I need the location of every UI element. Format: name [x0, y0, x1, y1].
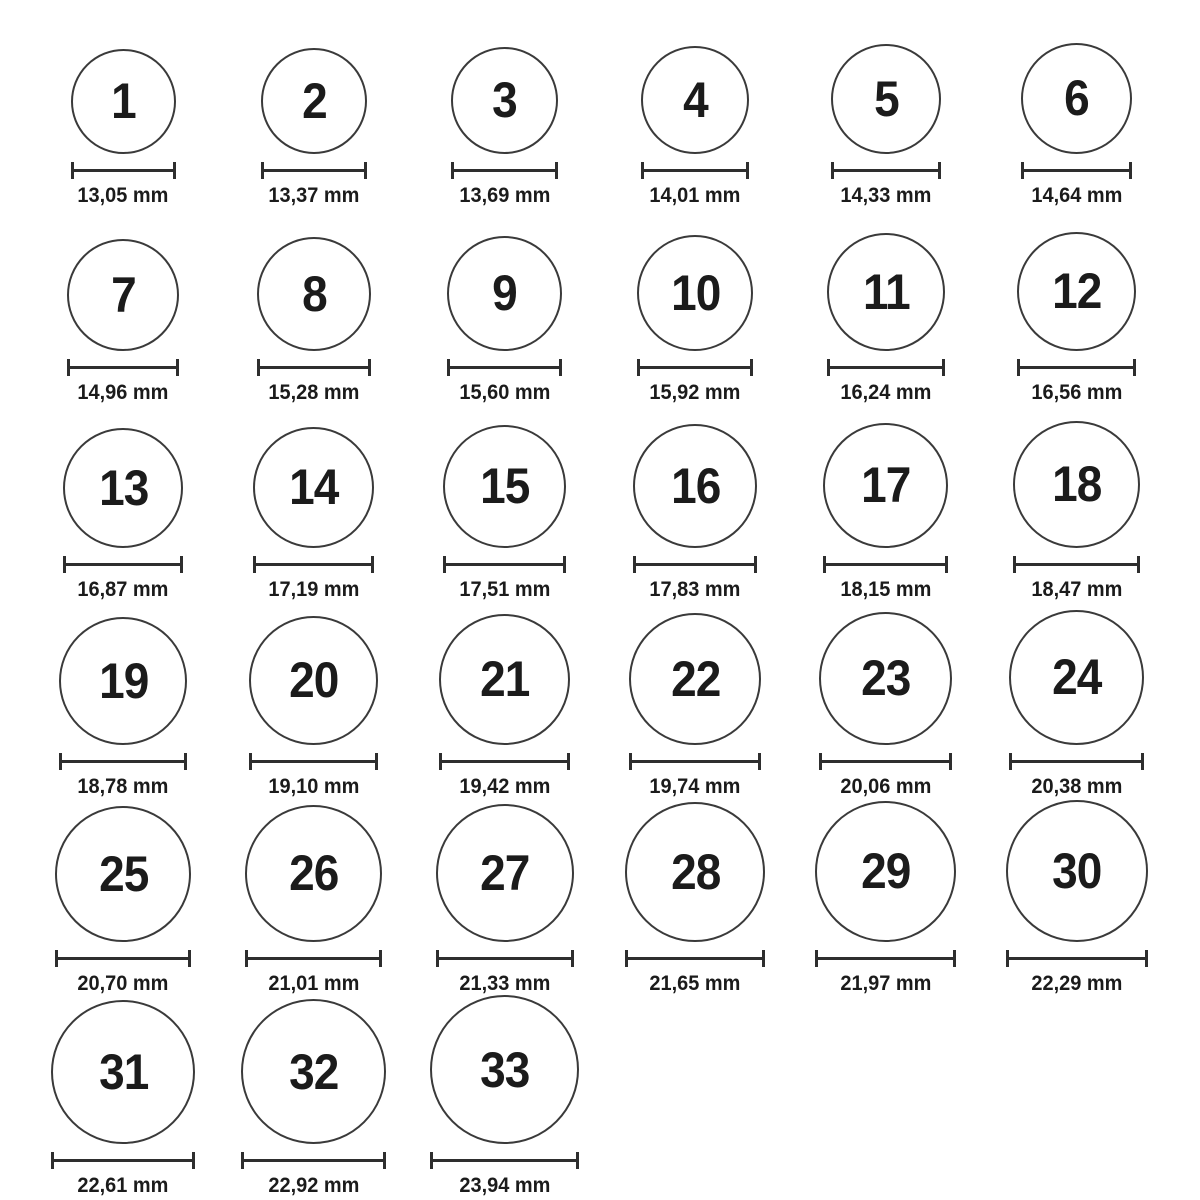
- ruler-right-tick-icon: [1141, 753, 1144, 770]
- ruler-line: [245, 957, 382, 960]
- ruler-line: [1009, 760, 1144, 763]
- ruler-line: [51, 1159, 195, 1162]
- ring-circle: [819, 612, 952, 745]
- ring-circle: [451, 47, 558, 154]
- ring-circle: [261, 48, 367, 154]
- diameter-ruler: [831, 162, 941, 179]
- ruler-right-tick-icon: [563, 556, 566, 573]
- diameter-label: 14,33 mm: [840, 183, 932, 207]
- ruler-right-tick-icon: [750, 359, 753, 376]
- ring-circle: [1021, 43, 1132, 154]
- diameter-ruler: [637, 359, 753, 376]
- ring-size-number: 2: [301, 72, 327, 129]
- ring-size-number: 18: [1051, 456, 1102, 513]
- ring-size-item: [1013, 421, 1140, 601]
- ruler-right-tick-icon: [1145, 950, 1148, 967]
- ring-circle: [241, 999, 386, 1144]
- ruler-right-tick-icon: [184, 753, 187, 770]
- ring-circle: [629, 613, 761, 745]
- ruler-right-tick-icon: [379, 950, 382, 967]
- ring-size-row: [28, 404, 1172, 601]
- ring-size-number: 9: [492, 265, 517, 322]
- diameter-label: 22,29 mm: [1031, 971, 1123, 995]
- ring-circle: [633, 424, 757, 548]
- ruler-right-tick-icon: [1137, 556, 1140, 573]
- ring-circle: [71, 49, 176, 154]
- ruler-line: [633, 563, 757, 566]
- ring-size-item: [55, 806, 191, 995]
- ring-size-number: 24: [1051, 649, 1102, 706]
- diameter-label: 19,42 mm: [459, 774, 551, 798]
- ring-size-item: [245, 805, 382, 995]
- diameter-ruler: [827, 359, 945, 376]
- diameter-label: 17,83 mm: [649, 577, 741, 601]
- ring-size-item: [261, 48, 367, 207]
- ring-size-item: [625, 802, 765, 995]
- ring-circle: [436, 804, 574, 942]
- diameter-ruler: [241, 1152, 386, 1169]
- diameter-label: 21,33 mm: [459, 971, 551, 995]
- ruler-right-tick-icon: [576, 1152, 579, 1169]
- ring-size-item: [641, 46, 749, 207]
- ring-circle: [625, 802, 765, 942]
- ruler-line: [451, 169, 558, 172]
- ring-size-item: [629, 613, 761, 798]
- ruler-line: [257, 366, 371, 369]
- ruler-right-tick-icon: [1133, 359, 1136, 376]
- ring-circle: [1006, 800, 1148, 942]
- diameter-ruler: [67, 359, 179, 376]
- ring-circle: [447, 236, 562, 351]
- ruler-line: [67, 366, 179, 369]
- ring-size-item: [439, 614, 570, 798]
- diameter-ruler: [443, 556, 566, 573]
- ring-circle: [827, 233, 945, 351]
- ruler-right-tick-icon: [567, 753, 570, 770]
- ring-size-number: 26: [289, 845, 339, 902]
- diameter-label: 15,60 mm: [459, 380, 551, 404]
- ring-size-item: [71, 49, 176, 207]
- diameter-ruler: [249, 753, 378, 770]
- diameter-ruler: [436, 950, 574, 967]
- ring-circle: [831, 44, 941, 154]
- ruler-right-tick-icon: [949, 753, 952, 770]
- ring-circle: [430, 995, 579, 1144]
- ring-size-number: 31: [98, 1044, 148, 1100]
- diameter-ruler: [815, 950, 956, 967]
- diameter-label: 20,70 mm: [77, 971, 169, 995]
- diameter-label: 16,87 mm: [77, 577, 169, 601]
- ruler-right-tick-icon: [368, 359, 371, 376]
- diameter-label: 14,64 mm: [1031, 183, 1123, 207]
- ruler-line: [71, 169, 176, 172]
- diameter-ruler: [55, 950, 191, 967]
- ring-circle: [63, 428, 183, 548]
- ring-circle: [55, 806, 191, 942]
- ring-size-item: [67, 239, 179, 404]
- diameter-label: 17,19 mm: [268, 577, 360, 601]
- ruler-right-tick-icon: [371, 556, 374, 573]
- ring-size-item: [257, 237, 371, 404]
- ring-size-number: 17: [861, 457, 911, 514]
- ring-circle: [439, 614, 570, 745]
- diameter-label: 13,69 mm: [459, 183, 551, 207]
- ring-circle: [637, 235, 753, 351]
- ring-circle: [1013, 421, 1140, 548]
- ring-size-item: [827, 233, 945, 404]
- ruler-line: [819, 760, 952, 763]
- ring-circle: [67, 239, 179, 351]
- ring-size-row: [28, 207, 1172, 404]
- ring-size-item: [430, 995, 579, 1197]
- ruler-line: [261, 169, 367, 172]
- ring-size-item: [1006, 800, 1148, 995]
- ruler-right-tick-icon: [188, 950, 191, 967]
- diameter-ruler: [819, 753, 952, 770]
- ruler-right-tick-icon: [953, 950, 956, 967]
- ruler-line: [59, 760, 187, 763]
- ring-size-row: [28, 798, 1172, 995]
- ring-size-item: [51, 1000, 195, 1197]
- ring-circle: [1017, 232, 1136, 351]
- ruler-right-tick-icon: [938, 162, 941, 179]
- ruler-right-tick-icon: [383, 1152, 386, 1169]
- ruler-line: [629, 760, 761, 763]
- diameter-ruler: [51, 1152, 195, 1169]
- ring-size-number: 5: [873, 70, 899, 127]
- ruler-line: [55, 957, 191, 960]
- diameter-label: 20,06 mm: [840, 774, 932, 798]
- ring-size-number: 3: [492, 72, 517, 129]
- diameter-label: 18,47 mm: [1031, 577, 1123, 601]
- ruler-right-tick-icon: [192, 1152, 195, 1169]
- diameter-label: 13,05 mm: [77, 183, 169, 207]
- diameter-ruler: [1013, 556, 1140, 573]
- ring-circle: [443, 425, 566, 548]
- ring-circle: [1009, 610, 1144, 745]
- ruler-right-tick-icon: [176, 359, 179, 376]
- ring-size-item: [447, 236, 562, 404]
- diameter-ruler: [71, 162, 176, 179]
- ruler-line: [249, 760, 378, 763]
- diameter-ruler: [63, 556, 183, 573]
- ring-size-number: 30: [1051, 842, 1102, 899]
- ruler-line: [625, 957, 765, 960]
- ruler-line: [827, 366, 945, 369]
- ruler-right-tick-icon: [375, 753, 378, 770]
- ring-size-item: [436, 804, 574, 995]
- ruler-right-tick-icon: [758, 753, 761, 770]
- ring-size-item: [823, 423, 948, 601]
- diameter-label: 18,78 mm: [77, 774, 169, 798]
- ruler-right-tick-icon: [945, 556, 948, 573]
- ring-size-number: 8: [301, 265, 327, 322]
- ring-size-item: [63, 428, 183, 601]
- diameter-ruler: [1021, 162, 1132, 179]
- ring-size-item: [249, 616, 378, 798]
- ring-size-number: 32: [289, 1043, 339, 1100]
- ruler-line: [1006, 957, 1148, 960]
- ring-size-item: [1009, 610, 1144, 798]
- ruler-right-tick-icon: [571, 950, 574, 967]
- ring-circle: [257, 237, 371, 351]
- ring-size-row: [28, 10, 1172, 207]
- ruler-right-tick-icon: [364, 162, 367, 179]
- ruler-line: [253, 563, 374, 566]
- ruler-right-tick-icon: [555, 162, 558, 179]
- diameter-ruler: [439, 753, 570, 770]
- ring-size-row: [28, 995, 1172, 1197]
- ruler-right-tick-icon: [762, 950, 765, 967]
- ruler-line: [831, 169, 941, 172]
- ruler-line: [1013, 563, 1140, 566]
- ring-size-item: [451, 47, 558, 207]
- ring-circle: [641, 46, 749, 154]
- ruler-right-tick-icon: [746, 162, 749, 179]
- diameter-label: 13,37 mm: [268, 183, 360, 207]
- ring-size-number: 11: [862, 263, 910, 320]
- diameter-label: 21,01 mm: [268, 971, 360, 995]
- diameter-ruler: [253, 556, 374, 573]
- ring-size-item: [253, 427, 374, 601]
- diameter-label: 19,74 mm: [649, 774, 741, 798]
- diameter-ruler: [257, 359, 371, 376]
- diameter-ruler: [823, 556, 948, 573]
- ruler-line: [1021, 169, 1132, 172]
- ruler-line: [443, 563, 566, 566]
- ring-size-number: 15: [479, 458, 530, 515]
- ring-size-number: 28: [670, 843, 720, 900]
- diameter-ruler: [1006, 950, 1148, 967]
- diameter-label: 15,92 mm: [649, 380, 741, 404]
- diameter-ruler: [447, 359, 562, 376]
- diameter-label: 18,15 mm: [840, 577, 932, 601]
- ruler-right-tick-icon: [173, 162, 176, 179]
- diameter-ruler: [1009, 753, 1144, 770]
- ruler-line: [63, 563, 183, 566]
- ring-circle: [59, 617, 187, 745]
- ring-size-number: 4: [682, 71, 708, 128]
- ring-size-number: 12: [1051, 263, 1102, 320]
- ring-size-number: 20: [289, 652, 339, 709]
- ruler-line: [641, 169, 749, 172]
- ring-circle: [51, 1000, 195, 1144]
- ring-circle: [253, 427, 374, 548]
- diameter-label: 16,24 mm: [840, 380, 932, 404]
- diameter-label: 15,28 mm: [268, 380, 360, 404]
- ring-size-item: [1017, 232, 1136, 404]
- diameter-ruler: [59, 753, 187, 770]
- ruler-right-tick-icon: [754, 556, 757, 573]
- diameter-ruler: [245, 950, 382, 967]
- ruler-right-tick-icon: [1129, 162, 1132, 179]
- diameter-label: 20,38 mm: [1031, 774, 1123, 798]
- ring-size-number: 23: [861, 650, 911, 707]
- ruler-right-tick-icon: [942, 359, 945, 376]
- ring-size-number: 19: [98, 652, 148, 709]
- diameter-ruler: [451, 162, 558, 179]
- diameter-label: 21,65 mm: [649, 971, 741, 995]
- diameter-ruler: [261, 162, 367, 179]
- diameter-ruler: [625, 950, 765, 967]
- ring-size-item: [637, 235, 753, 404]
- diameter-label: 23,94 mm: [459, 1174, 551, 1197]
- ruler-line: [436, 957, 574, 960]
- diameter-ruler: [430, 1152, 579, 1169]
- ring-size-number: 14: [289, 459, 339, 516]
- ring-circle: [815, 801, 956, 942]
- ring-size-item: [443, 425, 566, 601]
- ring-size-item: [1021, 43, 1132, 207]
- ring-size-number: 22: [670, 650, 720, 707]
- ring-size-item: [831, 44, 941, 207]
- ruler-line: [815, 957, 956, 960]
- ring-size-number: 29: [861, 843, 911, 900]
- ruler-line: [430, 1159, 579, 1162]
- ring-circle: [823, 423, 948, 548]
- ruler-line: [1017, 366, 1136, 369]
- ruler-line: [637, 366, 753, 369]
- ring-size-number: 10: [670, 264, 720, 321]
- ring-size-number: 16: [670, 457, 720, 514]
- ruler-right-tick-icon: [559, 359, 562, 376]
- ruler-line: [439, 760, 570, 763]
- ring-circle: [245, 805, 382, 942]
- diameter-label: 19,10 mm: [268, 774, 360, 798]
- ring-size-number: 27: [479, 844, 530, 901]
- diameter-label: 21,97 mm: [840, 971, 932, 995]
- ring-size-number: 25: [98, 845, 148, 902]
- ruler-line: [241, 1159, 386, 1162]
- diameter-label: 17,51 mm: [459, 577, 551, 601]
- diameter-ruler: [629, 753, 761, 770]
- diameter-label: 16,56 mm: [1031, 380, 1123, 404]
- ruler-line: [447, 366, 562, 369]
- diameter-ruler: [633, 556, 757, 573]
- ruler-right-tick-icon: [180, 556, 183, 573]
- diameter-label: 14,96 mm: [77, 380, 169, 404]
- diameter-label: 22,61 mm: [77, 1174, 169, 1197]
- ring-size-item: [819, 612, 952, 798]
- ring-size-row: [28, 601, 1172, 798]
- ring-size-number: 21: [479, 651, 530, 708]
- ring-size-number: 33: [479, 1041, 530, 1098]
- diameter-label: 14,01 mm: [649, 183, 741, 207]
- ring-size-number: 13: [98, 459, 148, 516]
- ring-size-number: 1: [110, 73, 136, 130]
- ring-size-number: 7: [110, 266, 136, 323]
- ring-size-item: [241, 999, 386, 1197]
- ring-size-item: [815, 801, 956, 995]
- diameter-ruler: [641, 162, 749, 179]
- ring-size-item: [59, 617, 187, 798]
- ring-size-item: [633, 424, 757, 601]
- diameter-ruler: [1017, 359, 1136, 376]
- diameter-label: 22,92 mm: [268, 1174, 360, 1197]
- ruler-line: [823, 563, 948, 566]
- ring-size-number: 6: [1064, 70, 1089, 127]
- ring-circle: [249, 616, 378, 745]
